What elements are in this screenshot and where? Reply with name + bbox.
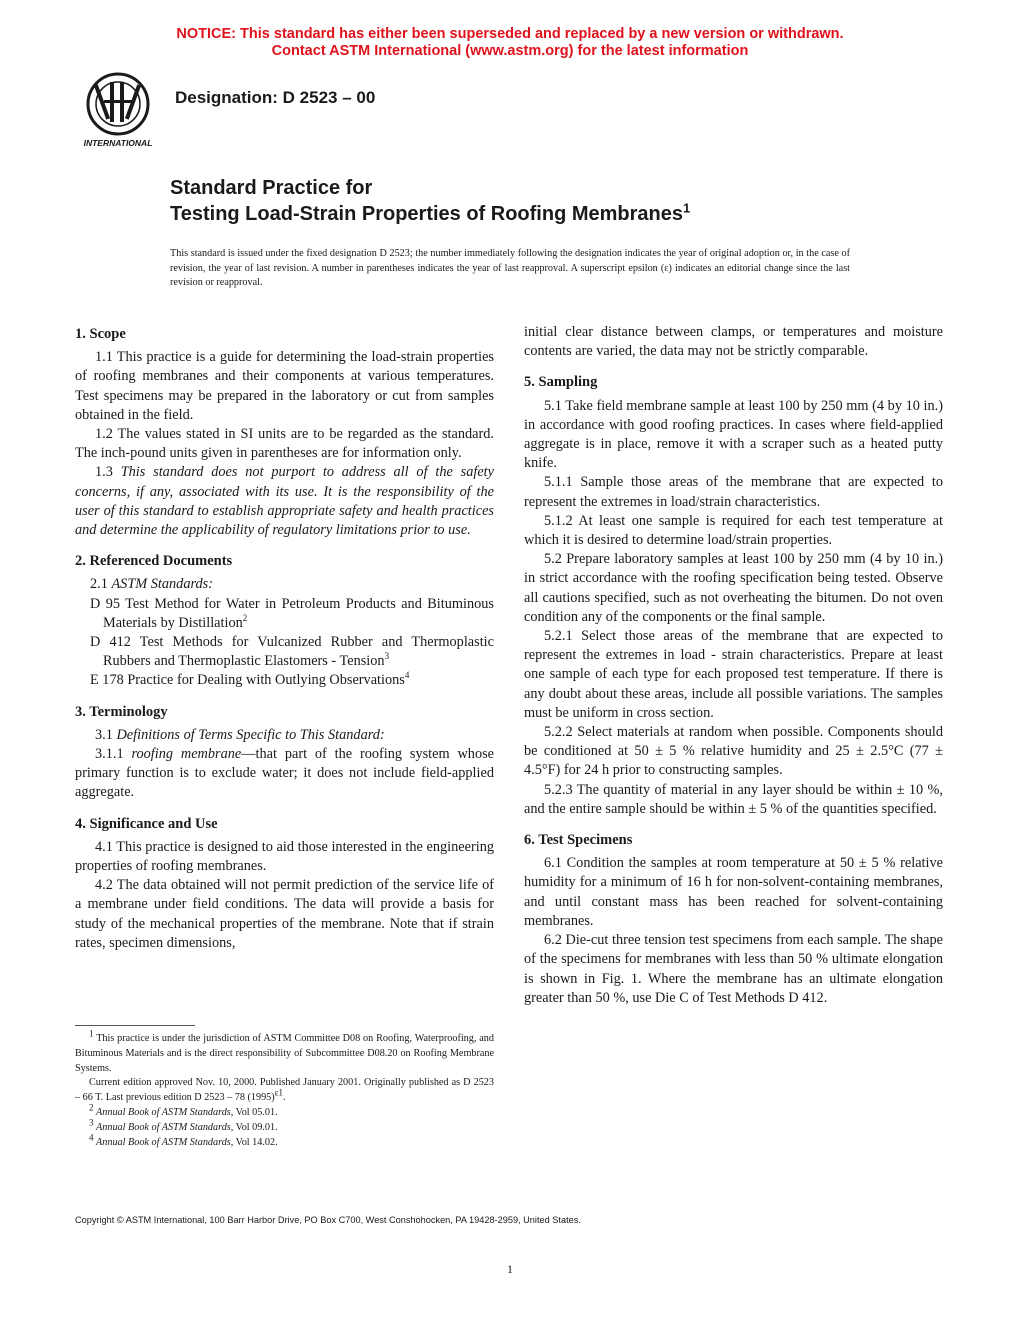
footnote-3: $^3$ Annual Book of ASTM Standards, Vol 09.01.	[89, 1117, 278, 1133]
paragraph-3-1-1: 3.1.1 roofing membrane—that part of the roofing system whose primary function is to exclude water; it does not include field-applied aggregate.	[75, 746, 495, 801]
footnote-divider	[75, 1025, 195, 1026]
section-heading-referenced-documents: 2. Referenced Documents	[75, 553, 233, 570]
section-heading-scope: 1. Scope	[75, 326, 126, 342]
page-number: 1	[507, 1262, 513, 1276]
paragraph-5-1-2: 5.1.2 At least one sample is required for each test temperature at which it is desired to determine load/strain properties.	[524, 512, 943, 549]
section-heading-test-specimens: 6. Test Specimens	[524, 832, 633, 849]
superseded-notice	[0, 26, 1020, 60]
footnote-1-edition: Current edition approved Nov. 10, 2000. Published January 2001. Originally published as D 2523 – 66 T. Last previous edition D 2523 – 78 $(1995)^{\varepsilon 1}$.	[75, 1077, 494, 1104]
reference-d95[interactable]: D 95 Test Method for Water in Petroleum Products and Bituminous Materials by Distillation$^2$	[90, 595, 494, 631]
footnotes	[75, 1025, 494, 1150]
right-column	[524, 323, 943, 1008]
paragraph-1-3: 1.3 This standard does not purport to address all of the safety concerns, if any, associated with its use. It is the responsibility of the user of this standard to establish appropriate safety and health practices and determine the applicability of regulatory limitations prior to use.	[75, 464, 494, 539]
paragraph-1-1: 1.1 This practice is a guide for determining the load-strain properties of roofing membranes and their components at various temperatures. Test specimens may be prepared in the laboratory or cut from samples obtained in the field.	[75, 349, 494, 423]
astm-logo-icon	[76, 70, 160, 150]
title-line-1: Standard Practice for	[170, 177, 373, 199]
paragraph-5-2: 5.2 Prepare laboratory samples at least 100 by 250 mm (4 by 10 in.) in strict accordance with the roofing specification being tested. Observe all cautions specified, such as not overheating the bitumen. Do not oven condition any of the components or the final sample.	[524, 551, 943, 625]
paragraph-6-2: 6.2 Die-cut three tension test specimens from each sample. The shape of the specimens for membranes with less than 50 % ultimate elongation is shown in Fig. 1. Where the membrane has an ultimate elongation greater than 50 %, use Die C of Test Methods D 412.	[524, 932, 943, 1006]
paragraph-1-2: 1.2 The values stated in SI units are to be regarded as the standard. The inch-pound units given in parentheses are for information only.	[75, 426, 494, 462]
logo-label: INTERNATIONAL	[83, 138, 153, 148]
designation: Designation: D 2523 – 00	[175, 88, 376, 107]
footnote-1: $^1$ This practice is under the jurisdiction of ASTM Committee D08 on Roofing, Waterproofing, and Bituminous Materials and is the direct responsibility of Subcommittee D08.20 on Roofing Membrane Systems.	[75, 1028, 494, 1074]
left-column	[75, 323, 494, 953]
section-heading-sampling: 5. Sampling	[524, 374, 598, 391]
paragraph-3-1: 3.1 Definitions of Terms Specific to This Standard:	[95, 726, 385, 743]
paragraph-5-1: 5.1 Take field membrane sample at least 100 by 250 mm (4 by 10 in.) in accordance with good roofing practices. In cases where field-applied aggregate is in place, remove it with a scraper such as a heated putty knife.	[524, 397, 943, 472]
notice-line-2: Contact ASTM International (www.astm.org) for the latest information	[271, 43, 749, 59]
section-heading-terminology: 3. Terminology	[75, 703, 168, 720]
paragraph-4-2: 4.2 The data obtained will not permit prediction of the service life of a membrane under field conditions. The data will provide a basis for study of the mechanical properties of the membrane. Note that if strain rates, specimen dimensions,	[75, 877, 494, 951]
paragraph-5-2-1: 5.2.1 Select those areas of the membrane that are expected to represent the extremes in load - strain characteristics. Prepare at least one sample of each type for each proposed test temperature. If there is any doubt about these areas, include all possible variations. The samples must be uniform in cross section.	[524, 628, 943, 721]
document-title	[170, 175, 930, 227]
issue-note: This standard is issued under the fixed designation D 2523; the number immediately following the designation indicates the year of original adoption or, in the case of revision, the year of last revision. A number in parentheses indicates the year of last reapproval. A superscript epsilon (ε) indicates an editorial change since the last revision or reapproval.	[170, 248, 850, 288]
paragraph-4-2-continued: initial clear distance between clamps, or temperatures and moisture contents are varied, the data may not be strictly comparable.	[524, 324, 943, 360]
paragraph-6-1: 6.1 Condition the samples at room temperature at 50 ± 5 % relative humidity for a minimum of 16 h for non-solvent-containing membranes, and until constant mass has been reached for solvent-containing membranes.	[524, 855, 943, 929]
section-heading-significance: 4. Significance and Use	[75, 815, 218, 832]
notice-line-1: NOTICE: This standard has either been superseded and replaced by a new version or withdrawn.	[176, 26, 844, 42]
paragraph-2-1: 2.1 ASTM Standards:	[90, 576, 213, 593]
footnote-4: $^4$ Annual Book of ASTM Standards, Vol 14.02.	[89, 1132, 278, 1148]
paragraph-5-1-1: 5.1.1 Sample those areas of the membrane that are expected to represent the extremes in load/strain characteristics.	[524, 474, 943, 510]
copyright-line: Copyright © ASTM International, 100 Barr Harbor Drive, PO Box C700, West Conshohocken, PA 19428-2959, United States.	[75, 1215, 581, 1225]
paragraph-4-1: 4.1 This practice is designed to aid those interested in the engineering properties of roofing membranes.	[75, 838, 494, 875]
paragraph-5-2-2: 5.2.2 Select materials at random when possible. Components should be conditioned at 50 ± 5 % relative humidity and 25 ± 2.5°C (77 ± 4.5°F) for 24 h prior to constructing samples.	[524, 724, 943, 779]
reference-d412[interactable]: D 412 Test Methods for Vulcanized Rubber and Thermoplastic Rubbers and Thermoplastic Elastomers - Tension$^3$	[90, 634, 494, 670]
title-footnote-ref[interactable]: 1	[683, 200, 691, 216]
footnote-2: $^2$ Annual Book of ASTM Standards, Vol 05.01.	[89, 1102, 278, 1118]
title-line-2: Testing Load-Strain Properties of Roofing Membranes$^1$	[170, 200, 691, 225]
reference-e178[interactable]: E 178 Practice for Dealing with Outlying Observations$^4$	[90, 670, 410, 689]
paragraph-5-2-3: 5.2.3 The quantity of material in any layer should be within ± 10 %, and the entire sample should be within ± 5 % of the quantities specified.	[524, 781, 943, 817]
